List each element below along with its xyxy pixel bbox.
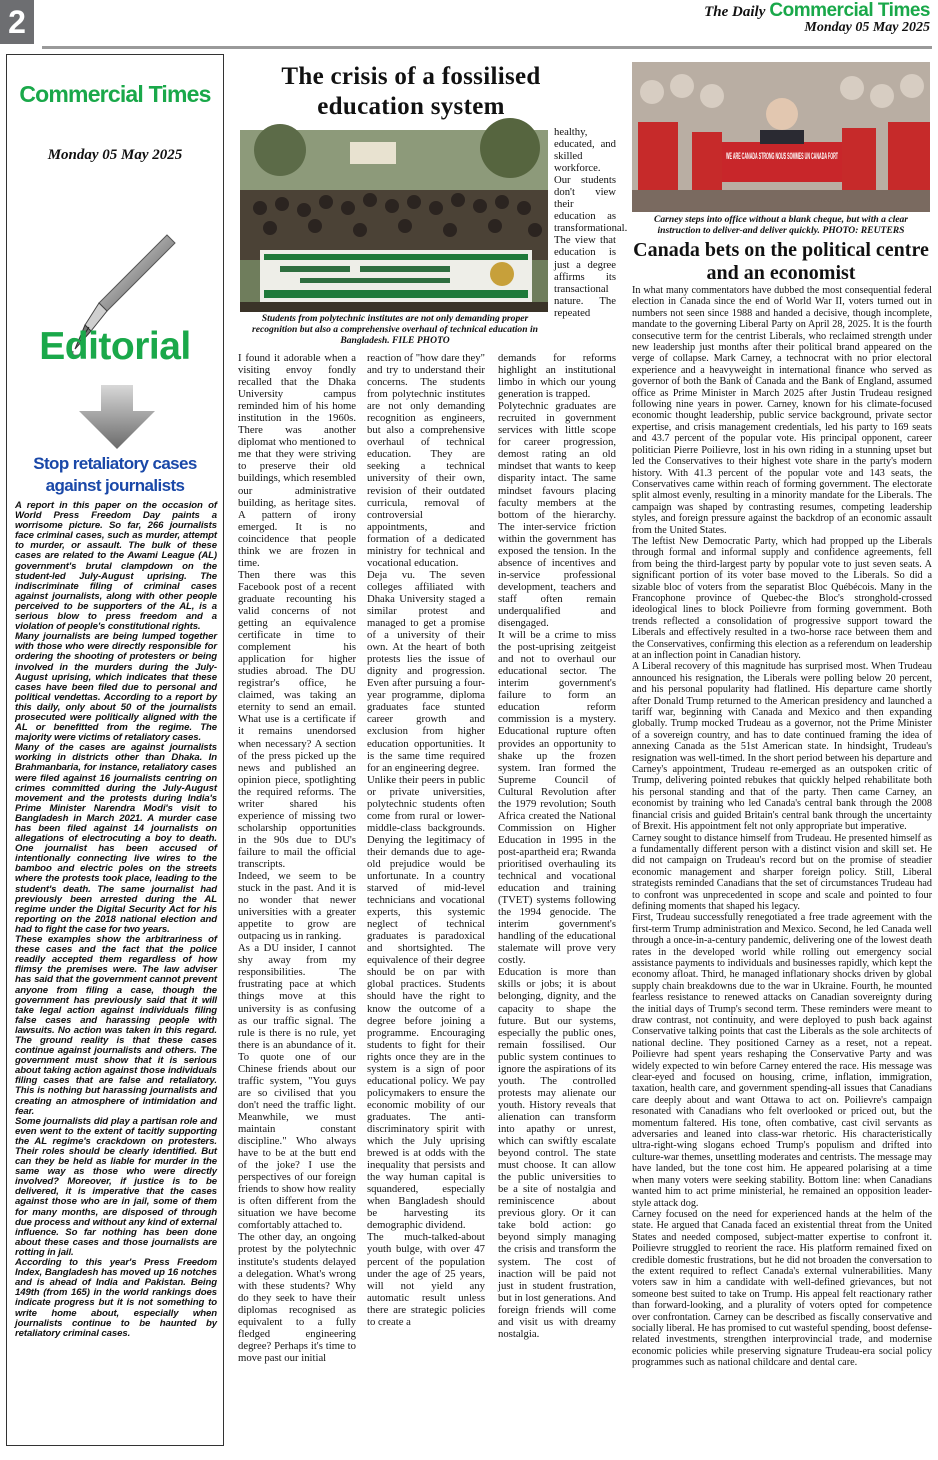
masthead bbox=[704, 0, 930, 36]
page-number: 2 bbox=[0, 0, 34, 44]
canada-article-headline: Canada bets on the political centre and an economist bbox=[633, 239, 929, 284]
education-article-headline: The crisis of a fossilised education system bbox=[281, 63, 541, 120]
editorial-paragraph: A report in this paper on the occasion of World Press Freedom Day paints a worrisome picture. So far, 266 journalists face criminal cases, such as murder, attempt to murder, or assault. The bulk of these cases are related to the Awami League (AL) government's brutal clampdown on the student-led July-August uprising. The indiscriminate filing of criminal cases against journalists, along with other people perceived to be supporters of the AL, is a serious blow to press freedom and a violation of people's constitutional rights. bbox=[15, 500, 217, 633]
education-paragraph: Polytechnic graduates are recruited in government services with little scope for career progression, demost rating an old mindset that wants to keep disparity intact. The same mindset favours placing faculty members at the bottom of the hierarchy. The inter-service friction within the government has exposed the tension. In the absence of incentives and in-service professional development, teachers and staff often remain underqualified and disengaged. bbox=[498, 400, 616, 630]
masthead-daily: The Daily bbox=[704, 4, 766, 20]
canada-paragraph: First, Trudeau successfully renegotiated a free trade agreement with the first-term Trump administration and Mexico. Second, he led Canada well through a once-in-a-century pandemic, delivering one of the lowest death rates in the developed world while rolling out emergency social assistance payments to individuals and businesses rapidly, which kept the economy afloat. Third, he managed inflationary shocks driven by global supply chain breakdowns due to the war in Ukraine. Fourth, he mounted fearless resistance to renewed attacks on Canadian sovereignty during the initial days of Trump's second term. These reminders were meant to draw contrast, not continuity, and were deployed to push back against Conservative talking points that cast the Liberals as the sole architects of national decline. They positioned Carney as a reset, not a repeat. Poilievre had spent years reshaping the Conservative Party and was widely expected to win before Carney entered the race. His message was clear-eyed and focused on housing, crime, inflation, immigration, taxation, health care, and government spending-all issues that Canadians care deeply about and want Ottawa to act on. Poilievre's campaign resonated with Canadians who felt overlooked or priced out, but the momentum faltered. His tone, often combative, cast civil servants as adversaries and leaned into class-war rhetoric. His characteristically ultra-right-wing slogans echoed Trump's populism and drifted into culture-war themes, unsettling moderates and centrists. The message may have landed, but the tone cost him. He appeared polarising at a time when many voters were seeking stability. Bottom line: when Canadians wanted him to act prime ministerial, he remained an opposition leader-style attack dog. bbox=[632, 912, 932, 1209]
canada-photo-caption: Carney steps into office without a blank cheque, but with a clear instruction to deliver-and deliver quickly. PHOTO: REUTERS bbox=[653, 214, 909, 236]
editorial-section-title: Editorial bbox=[39, 325, 191, 368]
education-paragraph: healthy, educated, and skilled workforce. Our students don't view their education as transformational. The view that education is just a degree affirms its transactional nature. The repeated bbox=[554, 126, 628, 319]
education-paragraph: demands for reforms highlight an institutional limbo in which our young generation is trapped. bbox=[498, 352, 616, 401]
editorial-paragraph: Some journalists did play a partisan role and even went to the extent of tacitly supporting the AL regime's crackdown on protesters. Their roles should be clearly identified. But can they be held as liable for murder in the same way as those who were directly involved? Moreover, if justice is to be delivered, it is imperative that the cases against those who are in jail, some of them for many months, are disposed of through due process and without any kind of external influence. So far nothing has been done about these cases and those journalists are rotting in jail. bbox=[15, 1115, 217, 1258]
education-photo-caption: Students from polytechnic institutes are not only demanding proper recognition but also a comprehensive overhaul of technical education in Bangladesh. FILE PHOTO bbox=[252, 313, 538, 346]
education-paragraph: reaction of "how dare they" and try to understand their concerns. The students from polytechnic institutes are not only demanding recognition as engineers, but also a comprehensive overhaul of technical education. They are seeking a technical university of their own, revision of their outdated curricula, removal of controversial appointments, and formation of a dedicated ministry for technical and vocational education. bbox=[367, 352, 485, 569]
banner-text: WE ARE CANADA STRONG NOUS SOMMES UN CANADA FORT bbox=[726, 151, 839, 161]
protest-photo-illustration bbox=[240, 130, 548, 312]
education-column-top bbox=[554, 126, 628, 352]
canada-paragraph: In what many commentators have dubbed the most consequential federal election in Canada since the end of World War II, voters turned out in numbers not seen since 1988 and handed a decisive, though incomplete, mandate to the governing Liberal Party on April 28, 2025. It is the fourth consecutive term for the centrist Liberals, who reclaimed strength under new leadership just months after their political brand appeared on the verge of collapse. Mark Carney, a technocrat with no prior electoral experience and a heavyweight in international finance who served as governor of both the Bank of Canada and the Bank of England, assumed office as Prime Minister in March 2025 after Justin Trudeau resigned following nine years in power. Carney, known for his climate-focused economic thought leadership, public service background, private sector expertise, and crisis management credentials, led his party to 169 seats and 43.7 percent of the popular vote. His principal opponent, career politician Pierre Poilievre, lost in his own riding in a stunning upset but led the Conservatives to their highest vote share in the party's modern history. With 41.3 percent of the popular vote and 143 seats, the Conservatives came within reach of forming government. The electorate split almost evenly, resulting in a minority mandate for the Liberals. The campaign was shaped by contrasting resumes, competing leadership styles, and foreign pressure against the backdrop of an economic assault from the United States. bbox=[632, 285, 932, 536]
canada-paragraph: The leftist New Democratic Party, which had propped up the Liberals through formal and informal supply and confidence agreements, fell from being the third-largest party by popular vote to just seven seats. A significant portion of its voter base moved to the Liberals. So did a sizable bloc of voters from the separatist Bloc Québécois. Many in the Francophone province of Quebec-the Bloc's stronghold-crossed ideological lines to block Poilievre from forming government. Both trends reflected a consolidation of progressive support toward the Liberals and effectively resulted in a two-horse race between them and the Conservatives, confirming this election as a referendum on leadership at an inflection point in Canadian history. bbox=[632, 535, 932, 661]
education-paragraph: The other day, an ongoing protest by the polytechnic institute's students delayed a delegation. What's wrong with these students? Why do they seek to have their diplomas recognised as equivalent to a fully fledged engineering degree? Perhaps it's time to move past our initial bbox=[238, 1231, 356, 1364]
canada-paragraph: Carney focused on the need for experienced hands at the helm of the state. He argued that Canada faced an existential threat from the United States and needed composed, subject-matter expertise to confront it. Poilievre struggled to reorient the race. His platform remained fixed on credible domestic frustrations, but he did not broaden the conversation to the extent required to reflect Canada's external vulnerabilities. Many voters saw in him a candidate with well-defined grievances, but not someone best suited to take on Trump. His appeal felt reactionary rather than forward-looking, and a plurality of voters opted for competence over confrontation. Carney can be described as fiscally conservative and socially liberal. He has promised to cut wasteful spending, boost defense-related investments, strengthen interprovincial trade, and modernise economic policies while preserving signature Trudeau-era social policy programmes such as national childcare and dental care. bbox=[632, 1208, 932, 1369]
education-paragraph: Then there was this Facebook post of a recent graduate recounting his valid concerns of not getting an equivalence certificate in time to complement his application for higher studies abroad. The DU registrar's office, he claimed, was taking an eternity to send an email. What use is a certificate if it remains unendorsed when necessary? A section of the press picked up the news and published an opinion piece, spotlighting the required reforms. The writer shared his experience of missing two scholarship opportunities in the 90s due to DU's failure to mail the official transcripts. bbox=[238, 568, 356, 870]
education-paragraph: As a DU insider, I cannot shy away from my responsibilities. The frustrating pace at which things move at this university is as confusing as our traffic signal. The rule is there is no rule, yet there is an abundance of it. To quote one of our Chinese friends about our traffic system, "You guys are so civilised that you don't need the traffic light. Meanwhile, we must maintain constant discipline." Who always have to be at the butt end of the joke? I use the perspectives of our foreign friends to show how reality is often different from the situation we have become comfortably attached to. bbox=[238, 942, 356, 1232]
education-paragraph: The much-talked-about youth bulge, with over 47 percent of the population under the age of 25 years, will not yield any automatic result unless there are strategic policies to create a bbox=[367, 1231, 485, 1328]
education-paragraph: Deja vu. The seven colleges affiliated with Dhaka University staged a similar protest and managed to get a promise of a university of their own. At the heart of both protests lies the issue of dignity and progression. Even after pursuing a four-year programme, diploma graduates face stunted career growth and exclusion from higher education opportunities. It is the same time required for an engineering degree. bbox=[367, 568, 485, 774]
education-column-3 bbox=[498, 352, 616, 1442]
editorial-logo: Commercial Times bbox=[19, 81, 211, 107]
education-paragraph: Education is more than skills or jobs; it is about belonging, dignity, and the capacity to shape the future. But our systems, especially the public ones, remain fossilised. Our public system continues to ignore the aspirations of its youth. The controlled protests may alienate our youth. History reveals that alienation can transform into apathy or unrest, which can swiftly escalate beyond control. The state must choose. It can allow the public universities to be a site of nostalgia and reminiscence about previous glory. Or it can take bold action: go beyond simply managing the crisis and transform the system. The cost of inaction will be paid not just in student frustration, but in lost generations. And foreign friends will come and visit us with dreamy nostalgia. bbox=[498, 966, 616, 1340]
editorial-paragraph: Many of the cases are against journalists working in districts other than Dhaka. In Brahmanbaria, for instance, retaliatory cases were filed against 16 journalists centring on crimes committed during the July-August movement and the protests during India's Prime Minister Narendra Modi's visit to Bangladesh in March 2021. A murder case has been filed against 14 journalists on allegations of electrocuting a boy to death. One journalist has been accused of intentionally connecting live wires to the bamboo and electric poles on the streets where the protests took place, leading to the student's death. The same journalist had previously been arrested during the AL regime under the Digital Security Act for his reporting on the 2018 national election and had to fight the case for two years. bbox=[15, 742, 217, 935]
editorial-date: Monday 05 May 2025 bbox=[47, 147, 183, 163]
editorial-headline: Stop retaliatory cases against journalists bbox=[33, 454, 197, 495]
education-paragraph: It will be a crime to miss the post-uprising zeitgeist and not to overhaul our educational sector. The interim government's failure to form an education reform commission is a mystery. Educational rupture often provides an opportunity to shake up the frozen system. Iran formed the Supreme Council of Cultural Revolution after the 1979 revolution; South Africa created the National Commission on Higher Education in 1995 in the post-apartheid era; Rwanda prioritised overhauling its technical and vocational education and training (TVET) systems following the 1994 genocide. The interim government's handling of the educational stalemate will prove very costly. bbox=[498, 629, 616, 967]
editorial-box bbox=[6, 54, 224, 1446]
education-paragraph: I found it adorable when a visiting envoy fondly recalled that the Dhaka University campus reminded him of his home institution in the 1960s. There was another diplomat who mentioned to me that they were striving to preserve their old buildings, which resembled our administrative building, as heritage sites. A pattern of irony emerged. It is no coincidence that people think we are frozen in time. bbox=[238, 352, 356, 569]
arrow-down-icon bbox=[79, 385, 155, 449]
student-protest-photo bbox=[240, 130, 548, 312]
canada-article-body bbox=[632, 285, 932, 1451]
canada-paragraph: A Liberal recovery of this magnitude has surprised most. When Trudeau announced his resignation, the Liberals were polling below 20 percent, and his personal popularity had flatlined. His departure came shortly after Donald Trump returned to the American presidency and launched a tariff war, beginning with Canada and Mexico and then expanding globally. Trump mocked Trudeau as a governor, not the Prime Minister of a sovereign country, and has to date continued framing the idea of annexing Canada as the 51st American state. In hindsight, Trudeau's resignation was well-timed. In the short period between his departure and Carney's appointment, Trudeau re-emerged as an outspoken critic of Trump, delivering pointed rebukes that quickly helped rehabilitate both his personal standing and that of the party. Then came Carney, an economist by training who led Canada's central bank through the 2008 financial crisis and guided Britain's central bank through the uncertainty of Brexit. His appointment felt not only appropriate but imperative. bbox=[632, 661, 932, 833]
editorial-paragraph: Many journalists are being lumped together with those who were directly responsible for ordering the shooting of protesters or being involved in the murders during the July-August uprising, which indicates that these cases have been filed due to personal and political vendettas. According to a report by this daily, only about 50 of the journalists prosecuted were politically aligned with the AL or benefitted from the regime. The majority were victims of retaliatory cases. bbox=[15, 631, 217, 744]
education-paragraph: Indeed, we seem to be stuck in the past. And it is no wonder that newer universities with a greater appetite to grow are outpacing us in ranking. bbox=[238, 870, 356, 943]
masthead-name: Commercial Times bbox=[769, 0, 930, 21]
education-paragraph: Unlike their peers in public or private universities, polytechnic students often come from rural or lower-middle-class backgrounds. Denying the legitimacy of their demands due to age-old prejudice would be unfortunate. In a country starved of mid-level technicians and vocational experts, this systemic neglect of technical graduates is paradoxical and shortsighted. The equivalence of their degree should be on par with global practices. Students should have the right to know the outcome of a degree before joining a programme. Encouraging students to fight for their rights once they are in the system is a sign of poor educational policy. We pay policymakers to ensure the economic mobility of our graduates. The anti-discriminatory spirit with which the July uprising brewed is at odds with the inequality that persists and the way human capital is squandered, especially when Bangladesh should be harvesting its demographic dividend. bbox=[367, 773, 485, 1232]
canada-paragraph: Carney sought to distance himself from Trudeau. He presented himself as a fundamentally different person with a distinct vision and skill set. He did not campaign on Trudeau's record but on the promise of steadier economic management and sharper foreign policy. Still, Liberal strategists reminded Canadians that the set of circumstances Trudeau had to confront was unprecedented in scope and scale and pointed to four defining moments that shaped his legacy. bbox=[632, 832, 932, 912]
header-rule bbox=[42, 46, 932, 49]
education-column-1 bbox=[238, 352, 356, 1442]
masthead-date: Monday 05 May 2025 bbox=[804, 20, 930, 35]
carney-rally-photo bbox=[632, 62, 930, 212]
editorial-paragraph: According to this year's Press Freedom Index, Bangladesh has moved up 16 notches and is ahead of India and Pakistan. Being 149th (from 165) in the world rankings does indicate progress but it is not something to write home about, especially when journalists continue to be haunted by retaliatory criminal cases. bbox=[15, 1257, 217, 1339]
education-column-2 bbox=[367, 352, 485, 1442]
editorial-body bbox=[15, 501, 217, 1441]
rally-photo-illustration bbox=[632, 62, 930, 212]
editorial-paragraph: These examples show the arbitrariness of these cases and the fact that the police readily accepted them regardless of how flimsy the premises were. The law adviser has said that the government cannot prevent anyone from filing a case, though the government has previously said that it will take legal action against individuals filing false cases and harassing people with lawsuits. No action was taken in this regard. The ground reality is that these cases continue against journalists and others. The government must show that it is serious about taking action against those individuals filing cases that are false and retaliatory. This is nothing but harassing journalists and creating an atmosphere of intimidation and fear. bbox=[15, 934, 217, 1117]
